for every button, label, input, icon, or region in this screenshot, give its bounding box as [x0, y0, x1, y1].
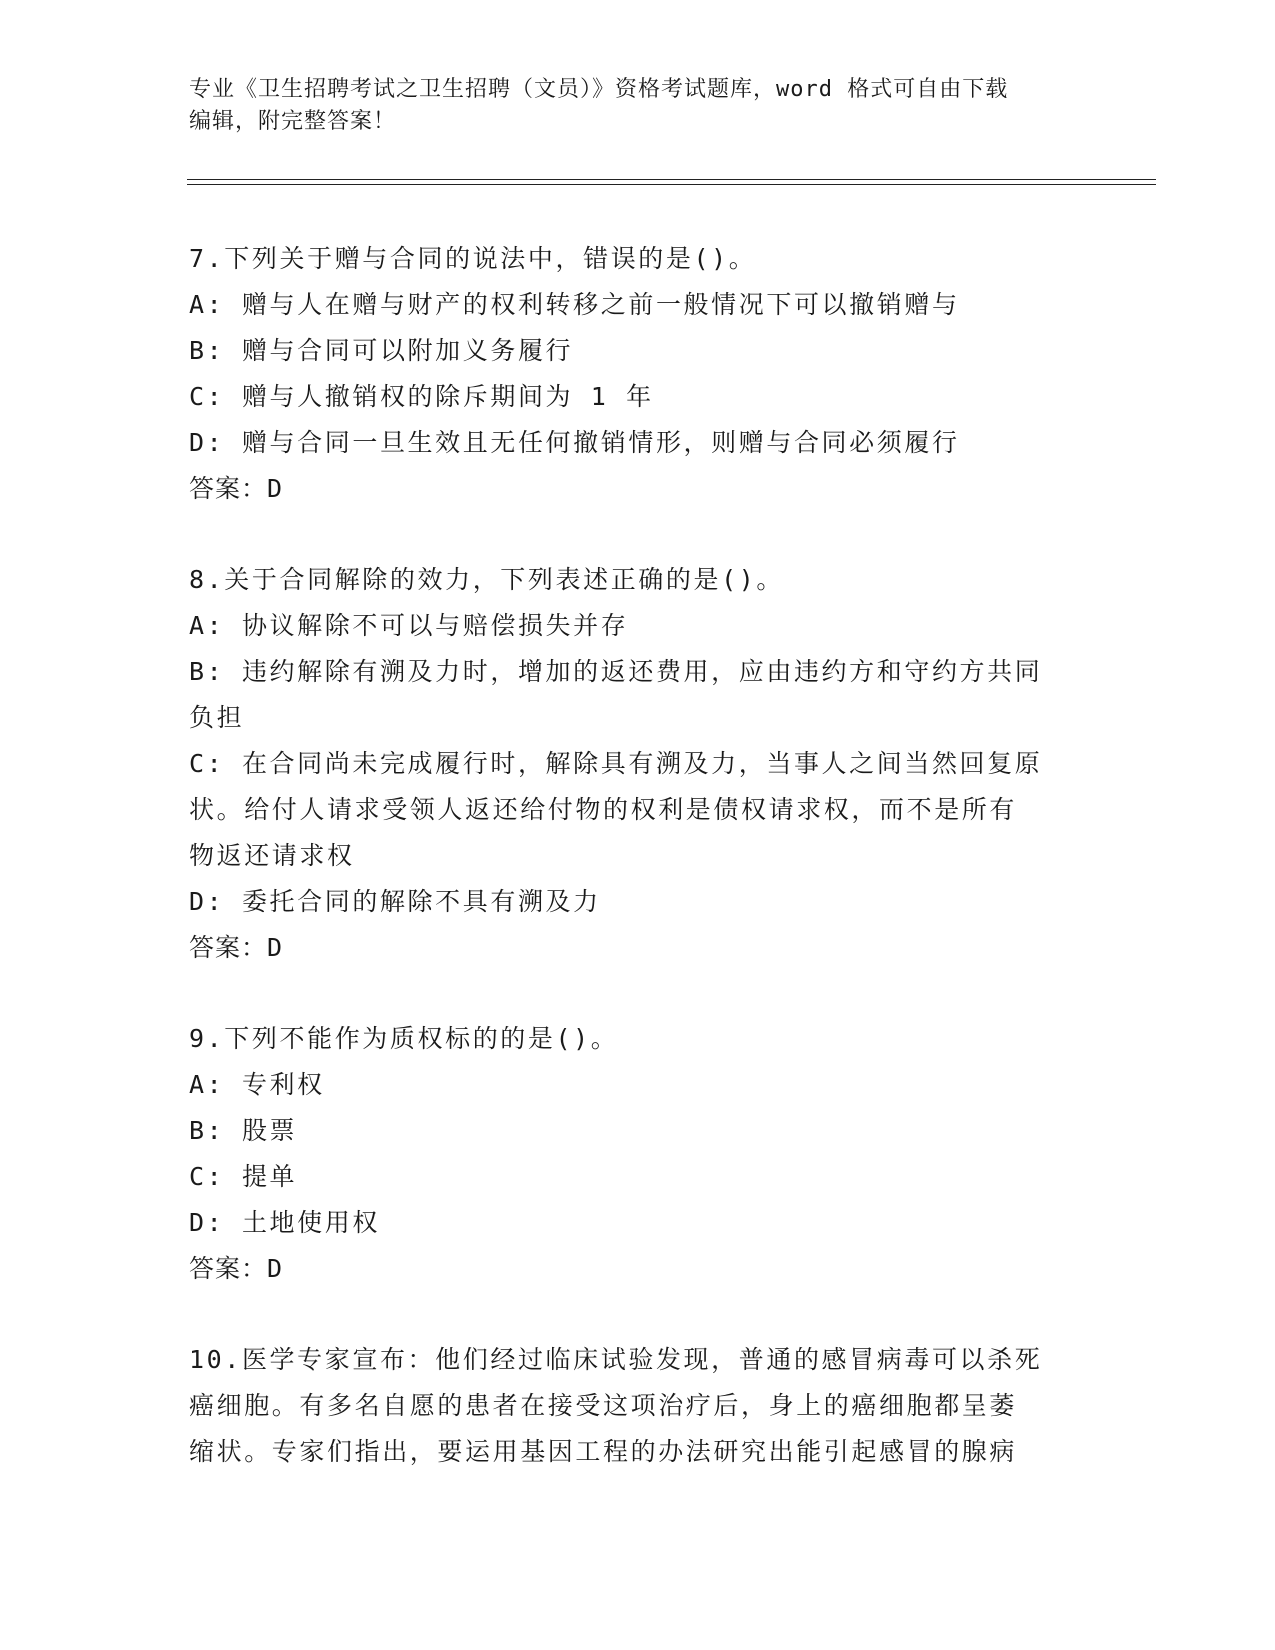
answer-option: B: 违约解除有溯及力时，增加的返还费用，应由违约方和守约方共同: [189, 657, 1043, 686]
answer-option: C: 提单: [189, 1162, 298, 1191]
answer-option: C: 赠与人撤销权的除斥期间为 1 年: [189, 382, 654, 411]
question-block: [189, 1016, 1089, 1292]
question-stem: 8.关于合同解除的效力，下列表述正确的是()。: [189, 565, 785, 594]
answer-option: D: 赠与合同一旦生效且无任何撤销情形，则赠与合同必须履行: [189, 428, 960, 457]
answer-option: 负担: [189, 703, 245, 732]
answer-option: A: 专利权: [189, 1070, 325, 1099]
answer-option: 物返还请求权: [189, 841, 355, 870]
question-stem: 癌细胞。有多名自愿的患者在接受这项治疗后，身上的癌细胞都呈萎: [189, 1391, 1018, 1420]
question-block: [189, 557, 1089, 971]
header-line: 专业《卫生招聘考试之卫生招聘（文员）》资格考试题库，word 格式可自由下载: [189, 77, 1009, 102]
document-header: [189, 74, 1089, 138]
question-list: [189, 236, 1089, 1520]
answer-key: 答案：D: [189, 1254, 284, 1283]
header-divider: [187, 179, 1156, 180]
question-stem: 10.医学专家宣布：他们经过临床试验发现，普通的感冒病毒可以杀死: [189, 1345, 1043, 1374]
question-stem: 缩状。专家们指出，要运用基因工程的办法研究出能引起感冒的腺病: [189, 1437, 1018, 1466]
question-block: [189, 1337, 1089, 1475]
answer-option: A: 赠与人在赠与财产的权利转移之前一般情况下可以撤销赠与: [189, 290, 960, 319]
answer-option: 状。给付人请求受领人返还给付物的权利是债权请求权，而不是所有: [189, 795, 1018, 824]
question-block: [189, 236, 1089, 512]
answer-key: 答案：D: [189, 474, 284, 503]
question-stem: 7.下列关于赠与合同的说法中，错误的是()。: [189, 244, 757, 273]
answer-key: 答案：D: [189, 933, 284, 962]
header-line: 编辑，附完整答案！: [189, 109, 397, 134]
answer-option: A: 协议解除不可以与赔偿损失并存: [189, 611, 629, 640]
answer-option: B: 股票: [189, 1116, 298, 1145]
answer-option: D: 土地使用权: [189, 1208, 380, 1237]
answer-option: C: 在合同尚未完成履行时，解除具有溯及力，当事人之间当然回复原: [189, 749, 1043, 778]
header-divider: [187, 184, 1156, 185]
question-stem: 9.下列不能作为质权标的的是()。: [189, 1024, 619, 1053]
answer-option: B: 赠与合同可以附加义务履行: [189, 336, 574, 365]
answer-option: D: 委托合同的解除不具有溯及力: [189, 887, 601, 916]
